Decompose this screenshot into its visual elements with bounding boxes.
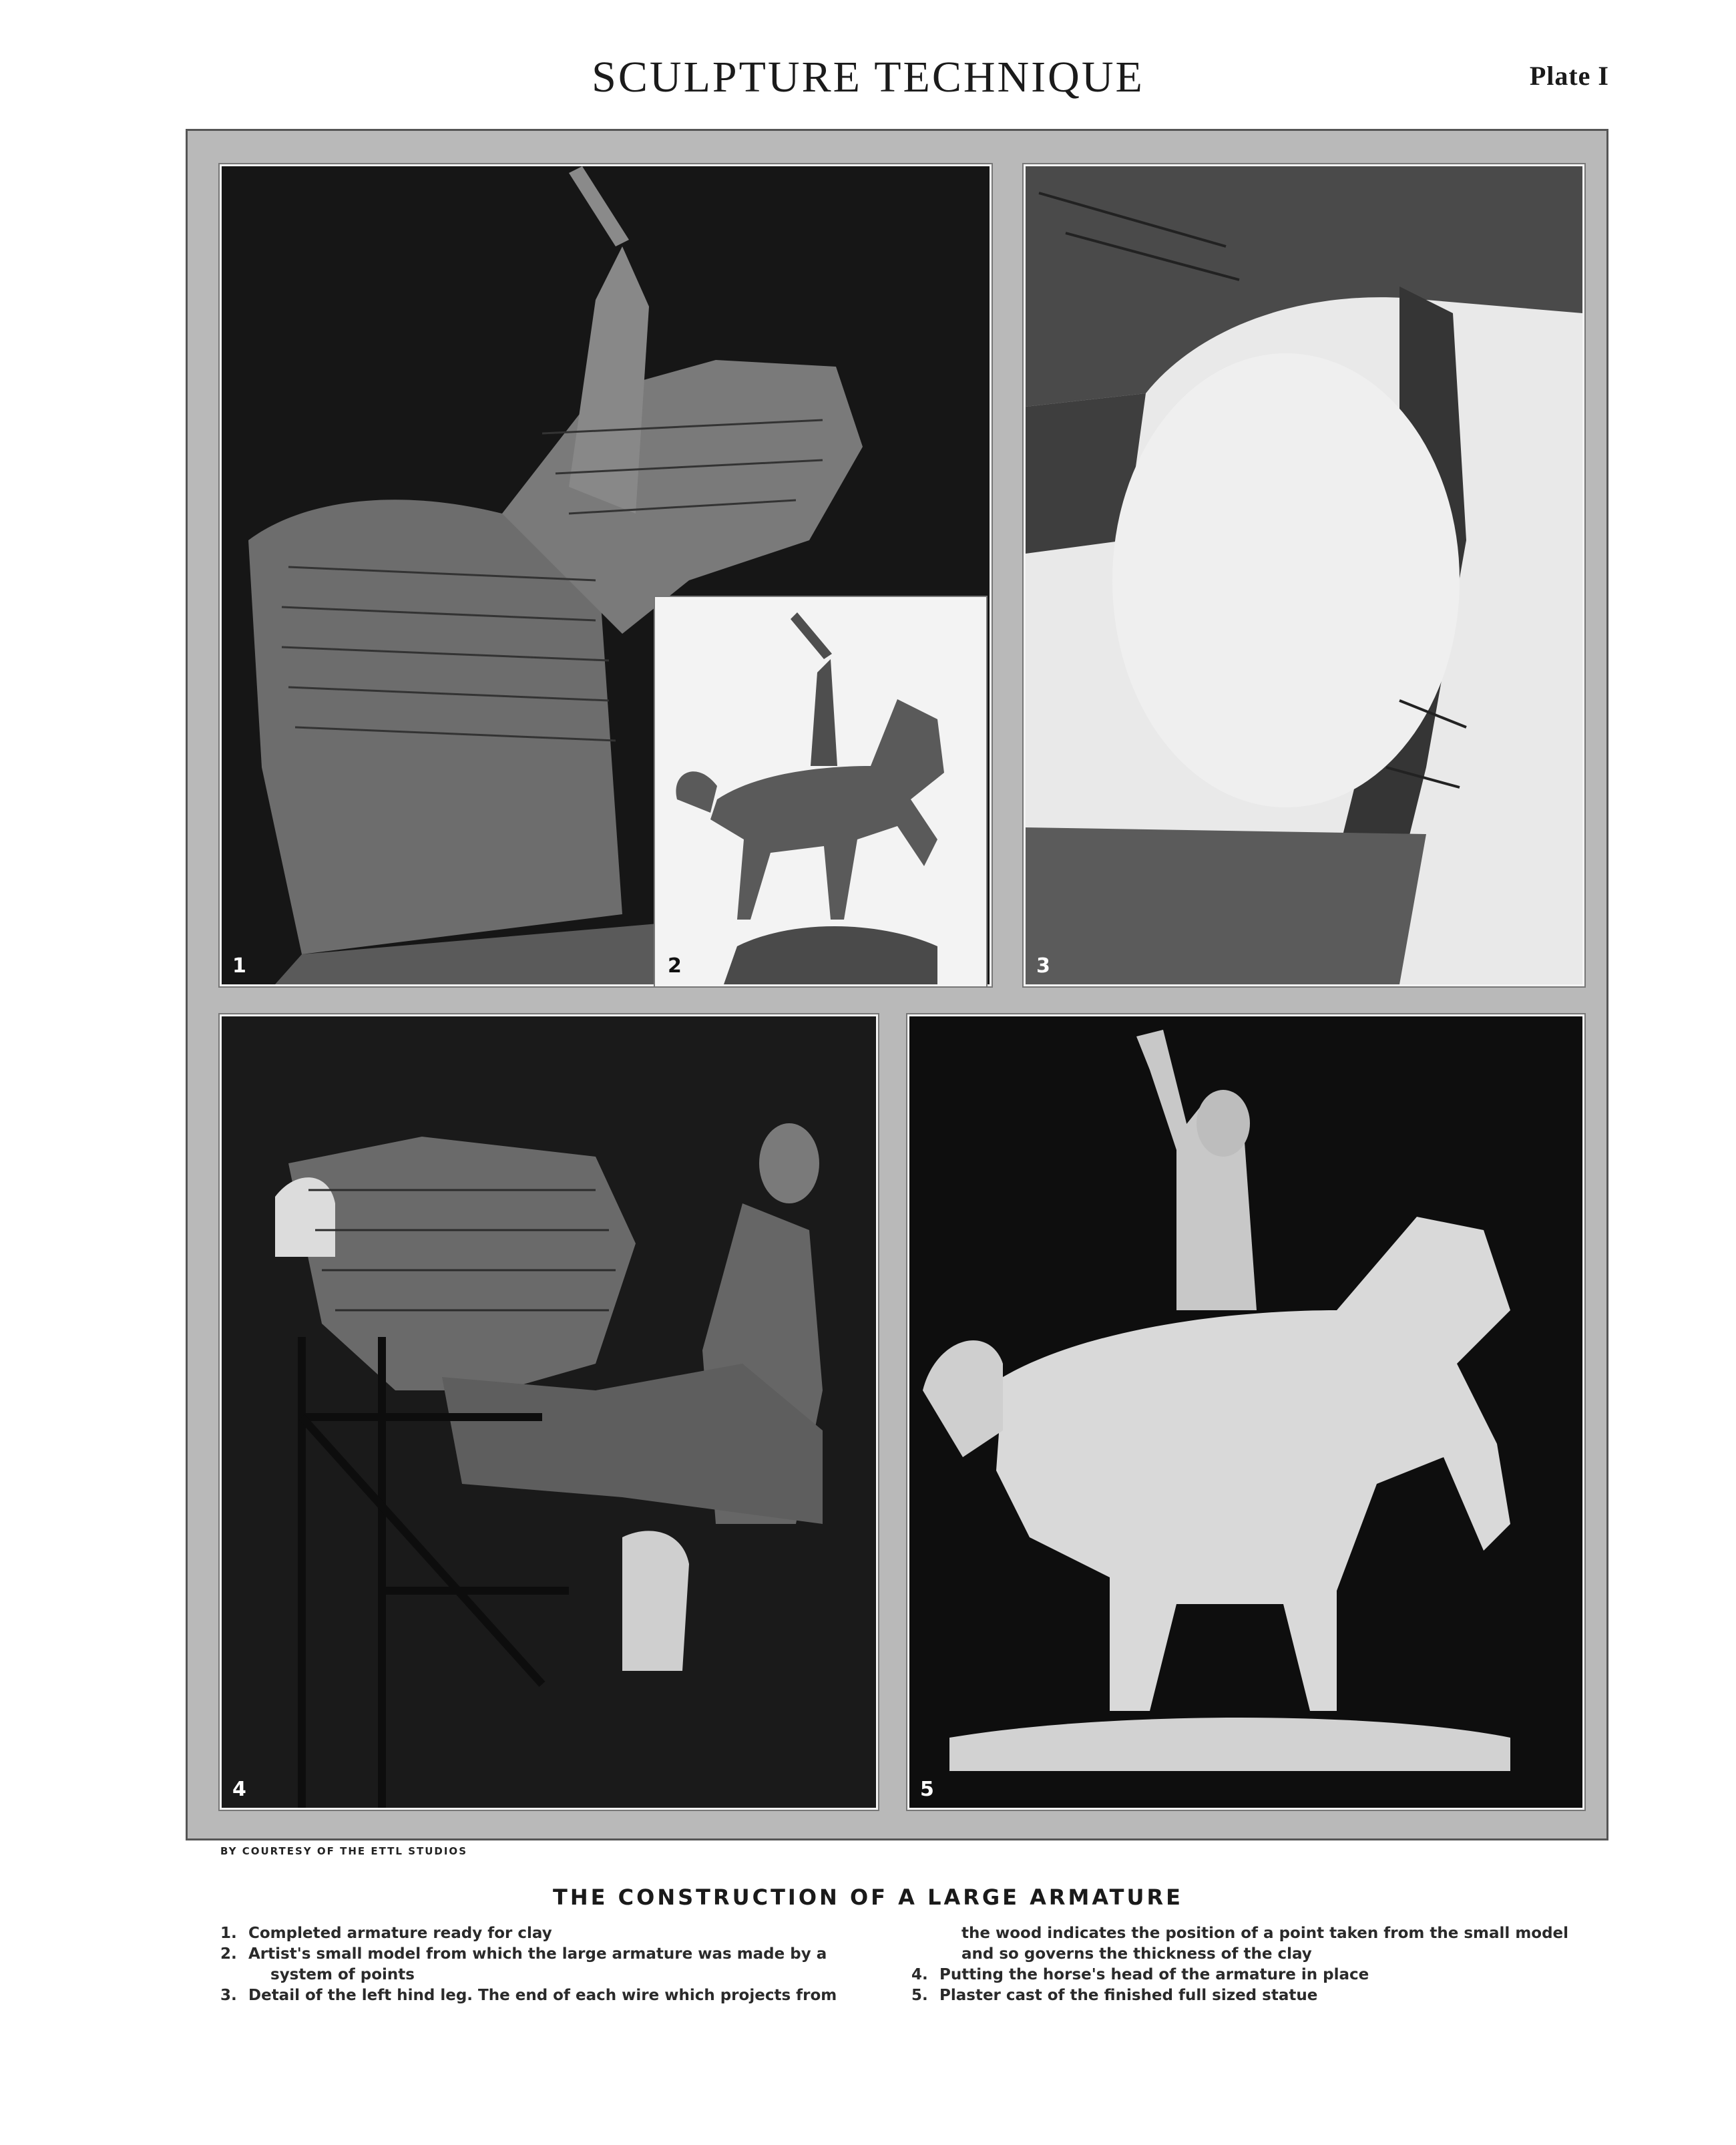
- caption-right-column: [911, 1923, 1579, 2006]
- page-title: SCULPTURE TECHNIQUE: [592, 53, 1144, 102]
- caption-item-2: 2. Artist's small model from which the large armature was made by a: [220, 1945, 827, 1963]
- caption-item-3: 3. Detail of the left hind leg. The end of each wire which projects from: [220, 1987, 837, 2004]
- caption-item-2-continuation: system of points: [270, 1966, 415, 1983]
- caption-left-column: [220, 1923, 875, 2006]
- photo-2-image: [657, 599, 984, 984]
- photo-3-number: 3: [1036, 954, 1050, 978]
- caption-item-1: 1. Completed armature ready for clay: [220, 1925, 552, 1942]
- photo-1-number: 1: [232, 954, 246, 978]
- photo-4-image: [222, 1016, 876, 1808]
- plate-frame: [186, 129, 1608, 1840]
- caption-title: THE CONSTRUCTION OF A LARGE ARMATURE: [553, 1885, 1183, 1910]
- caption-item-3-continuation: the wood indicates the position of a point taken from the small model and so governs the thickness of the clay: [961, 1925, 1569, 1963]
- photo-2: [655, 597, 986, 986]
- photo-2-number: 2: [668, 954, 682, 978]
- photo-4: [220, 1014, 878, 1810]
- photo-4-number: 4: [232, 1778, 246, 1801]
- caption-item-4: 4. Putting the horse's head of the armature in place: [911, 1966, 1369, 1983]
- caption-item-5: 5. Plaster cast of the finished full sized statue: [911, 1987, 1318, 2004]
- photo-3: [1024, 164, 1584, 986]
- photo-5-number: 5: [920, 1778, 934, 1801]
- photo-credit: BY COURTESY OF THE ETTL STUDIOS: [220, 1845, 467, 1857]
- plate-label: Plate I: [1529, 61, 1609, 91]
- photo-5: [907, 1014, 1584, 1810]
- photo-3-image: [1026, 166, 1582, 984]
- photo-5-image: [909, 1016, 1582, 1808]
